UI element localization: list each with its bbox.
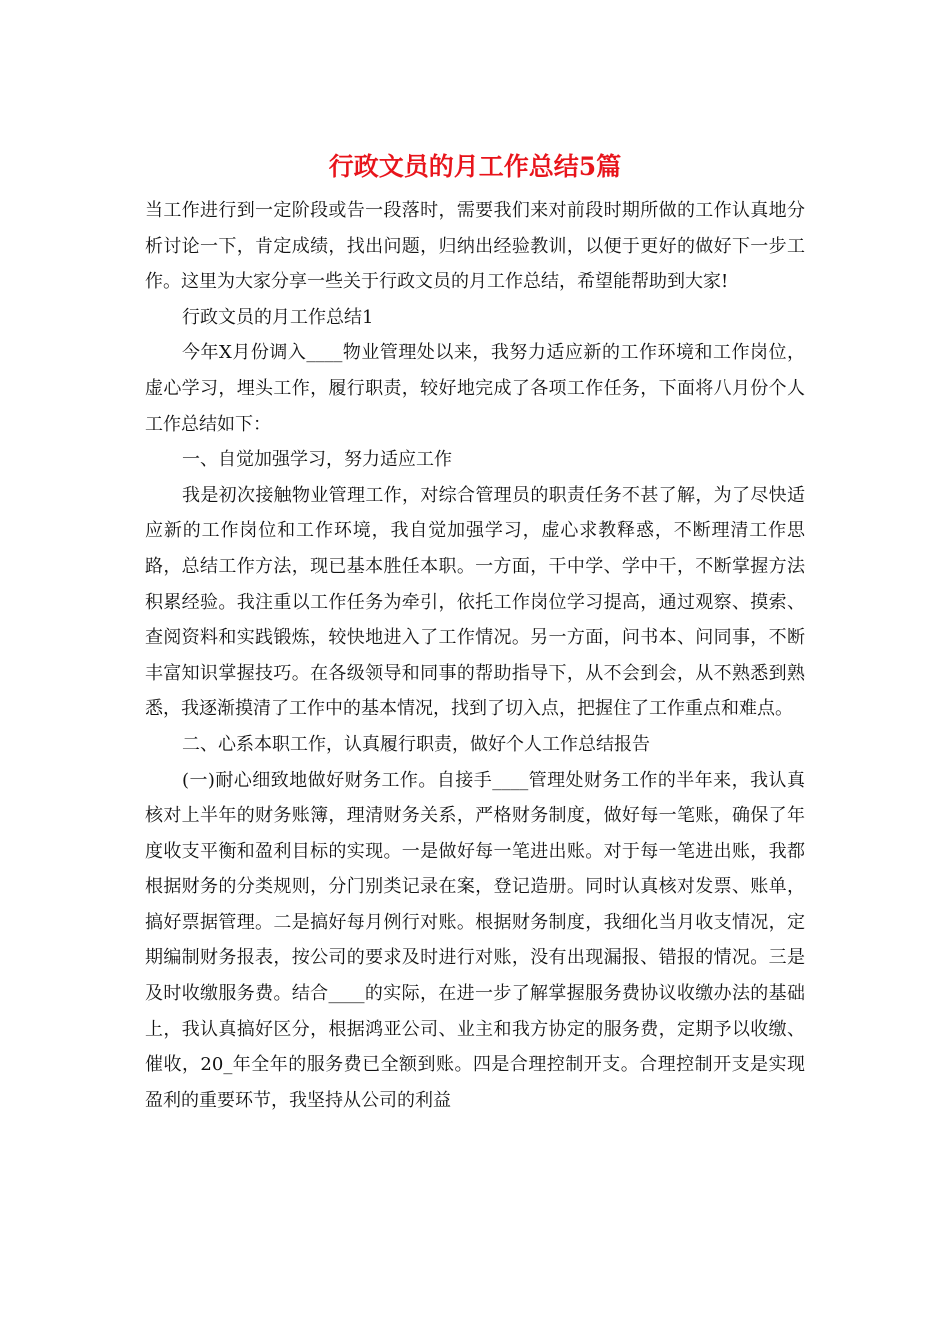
document-body	[145, 193, 805, 1118]
intro-paragraph: 当工作进行到一定阶段或告一段落时，需要我们来对前段时期所做的工作认真地分析讨论一下，肯定成绩，找出问题，归纳出经验教训，以便于更好的做好下一步工作。这里为大家分享一些关于行政文员的月工作总结，希望能帮助到大家!	[145, 200, 805, 293]
section-heading-study: 一、自觉加强学习，努力适应工作	[182, 449, 452, 471]
document-title: 行政文员的月工作总结5篇	[328, 152, 622, 181]
body-paragraph: 我是初次接触物业管理工作，对综合管理员的职责任务不甚了解，为了尽快适应新的工作岗位和工作环境，我自觉加强学习，虚心求教释惑，不断理清工作思路，总结工作方法，现已基本胜任本职。一方面，干中学、学中干，不断掌握方法积累经验。我注重以工作任务为牵引，依托工作岗位学习提高，通过观察、摸索、查阅资料和实践锻炼，较快地进入了工作情况。另一方面，问书本、问同事，不断丰富知识掌握技巧。在各级领导和同事的帮助指导下，从不会到会，从不熟悉到熟悉，我逐渐摸清了工作中的基本情况，找到了切入点，把握住了工作重点和难点。	[145, 484, 805, 720]
section-heading-summary-1: 行政文员的月工作总结1	[182, 306, 374, 328]
body-paragraph: (一)耐心细致地做好财务工作。自接手____管理处财务工作的半年来，我认真核对上半年的财务账簿，理清财务关系，严格财务制度，做好每一笔账，确保了年度收支平衡和盈利目标的实现。一是做好每一笔进出账。对于每一笔进出账，我都根据财务的分类规则，分门别类记录在案，登记造册。同时认真核对发票、账单，搞好票据管理。二是搞好每月例行对账。根据财务制度，我细化当月收支情况，定期编制财务报表，按公司的要求及时进行对账，没有出现漏报、错报的情况。三是及时收缴服务费。结合____的实际，在进一步了解掌握服务费协议收缴办法的基础上，我认真搞好区分，根据鸿亚公司、业主和我方协定的服务费，定期予以收缴、催收，20_年全年的服务费已全额到账。四是合理控制开支。合理控制开支是实现盈利的重要环节，我坚持从公司的利益	[145, 769, 805, 1111]
section-heading-duties: 二、心系本职工作，认真履行职责，做好个人工作总结报告	[182, 733, 650, 755]
body-paragraph: 今年X月份调入____物业管理处以来，我努力适应新的工作环境和工作岗位，虚心学习，埋头工作，履行职责，较好地完成了各项工作任务，下面将八月份个人工作总结如下：	[145, 342, 805, 435]
